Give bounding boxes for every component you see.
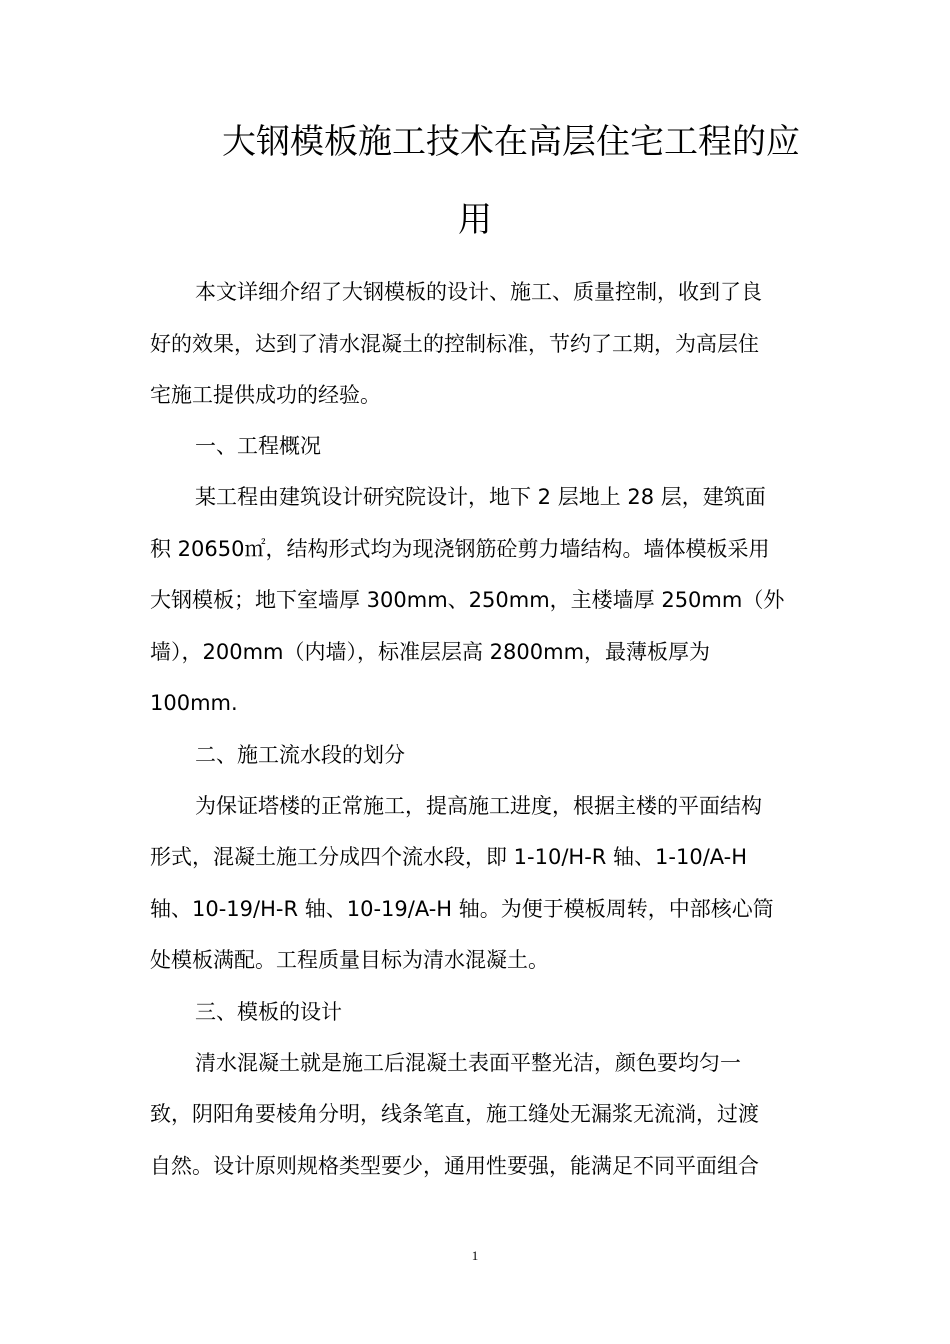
section-heading: 二、施工流水段的划分 bbox=[195, 743, 405, 767]
paragraph-line: 宅施工提供成功的经验。 bbox=[150, 383, 381, 407]
section-heading: 一、工程概况 bbox=[195, 434, 321, 458]
page-number: 1 bbox=[471, 1248, 479, 1263]
paragraph-line: 墙），200mm（内墙），标准层层高 2800mm，最薄板厚为 bbox=[150, 640, 711, 664]
paragraph-line: 某工程由建筑设计研究院设计，地下 2 层地上 28 层，建筑面 bbox=[195, 485, 766, 509]
paragraph-line: 轴、10-19/H-R 轴、10-19/A-H 轴。为便于模板周转，中部核心筒 bbox=[150, 897, 774, 921]
paragraph-line: 本文详细介绍了大钢模板的设计、施工、质量控制，收到了良 bbox=[195, 280, 762, 304]
paragraph-line: 清水混凝土就是施工后混凝土表面平整光洁，颜色要均匀一 bbox=[195, 1051, 741, 1075]
paragraph-line: 100mm. bbox=[150, 691, 238, 715]
paragraph-line: 为保证塔楼的正常施工，提高施工进度，根据主楼的平面结构 bbox=[195, 794, 762, 818]
section-heading: 三、模板的设计 bbox=[195, 1000, 342, 1024]
paragraph-line: 形式，混凝土施工分成四个流水段，即 1-10/H-R 轴、1-10/A-H bbox=[150, 845, 748, 869]
paragraph-line: 大钢模板；地下室墙厚 300mm、250mm，主楼墙厚 250mm（外 bbox=[150, 588, 785, 612]
paragraph-line: 自然。设计原则规格类型要少，通用性要强，能满足不同平面组合 bbox=[150, 1154, 759, 1178]
document-title-line-2: 用 bbox=[458, 200, 492, 240]
paragraph-line: 好的效果，达到了清水混凝土的控制标准，节约了工期，为高层住 bbox=[150, 332, 759, 356]
paragraph-line-area bbox=[150, 534, 810, 564]
document-title-line-1: 大钢模板施工技术在高层住宅工程的应 bbox=[222, 122, 800, 162]
paragraph-line: 致，阴阳角要棱角分明，线条笔直，施工缝处无漏浆无流淌，过渡 bbox=[150, 1102, 759, 1126]
area-text: 积 20650㎡，结构形式均为现浇钢筋砼剪力墙结构。墙体模板采用 bbox=[150, 537, 770, 561]
paragraph-line: 处模板满配。工程质量目标为清水混凝土。 bbox=[150, 948, 549, 972]
